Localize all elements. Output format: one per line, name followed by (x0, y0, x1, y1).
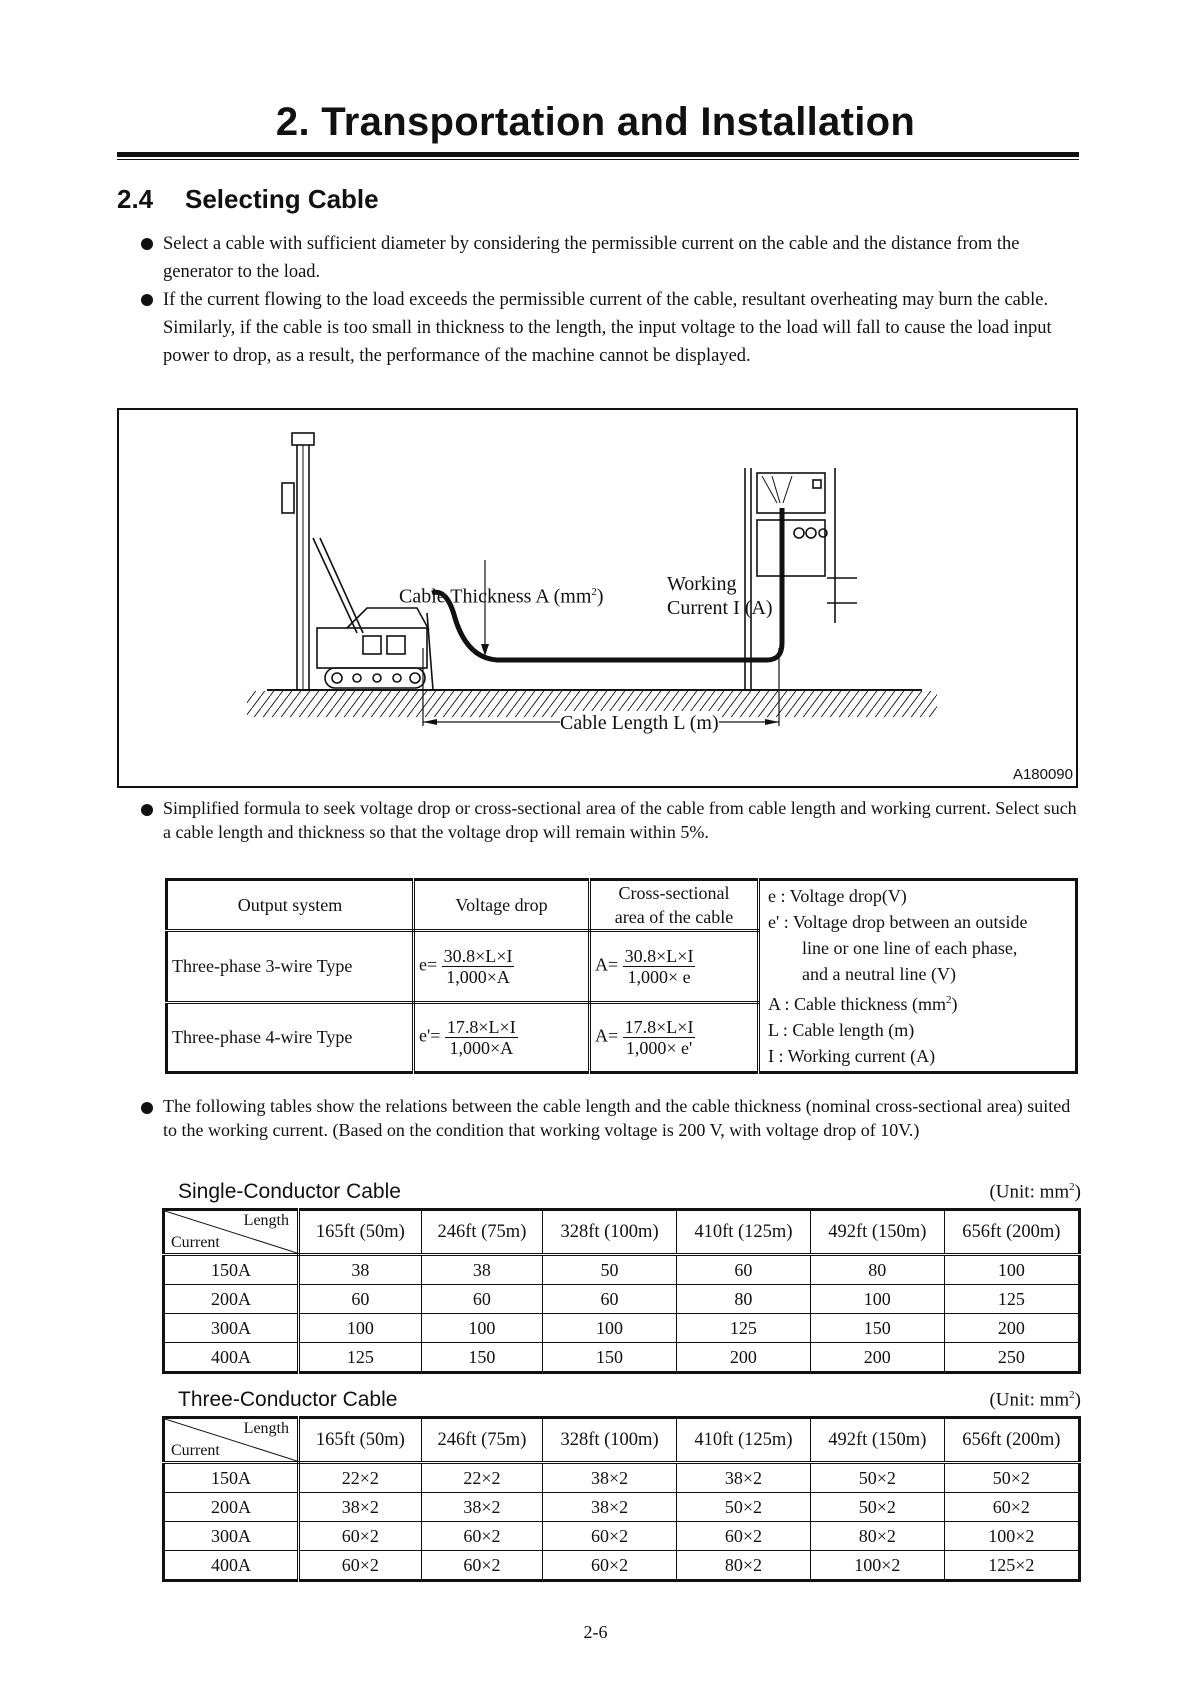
table-cell: 38 (299, 1255, 422, 1285)
page-number: 2-6 (583, 1622, 608, 1642)
table-cell: 250 (944, 1343, 1079, 1373)
table-row (164, 1522, 1080, 1551)
legend-cable-thickness: A : Cable thickness $(mm^2)$ (768, 994, 958, 1014)
single-conductor-caption: Single-Conductor Cable (178, 1180, 401, 1203)
table-row (164, 1493, 1080, 1522)
row-header-current: 200A (164, 1493, 299, 1522)
table-row (164, 1285, 1080, 1314)
bullet-text: If the current flowing to the load exceeds the permissible current of the cable, resultant overheating may burn the cable. Similarly, if the cable is too small in thickness to the length, the input voltage to the load will fall to cause the load input power to drop, as a result, the performance of the machine cannot be displayed. (163, 290, 1052, 366)
column-header: 492ft (150m) (810, 1210, 944, 1255)
column-header: 165ft (50m) (299, 1210, 422, 1255)
table-cell: 22×2 (421, 1463, 542, 1493)
table-cell: 150 (543, 1343, 677, 1373)
header-voltage-drop: Voltage drop (414, 880, 590, 931)
table-cell: 100 (421, 1314, 542, 1343)
table-cell: 60 (421, 1285, 542, 1314)
column-header: 246ft (75m) (421, 1418, 542, 1463)
voltage-drop-formula: e= $\frac{30.8\times L\times I}{1,000\times A}$ (414, 931, 590, 1003)
table-cell: 150 (421, 1343, 542, 1373)
table-cell: 80 (810, 1255, 944, 1285)
table-cell: 60×2 (421, 1522, 542, 1551)
bullet-text: Simplified formula to seek voltage drop or cross-sectional area of the cable from cable length and working current. Select such a cable length and thickness so that the voltage drop will remain within 5%. (163, 798, 1077, 842)
table-row (164, 1255, 1080, 1285)
bullet-text: Select a cable with sufficient diameter by considering the permissible current on the cable and the distance from the generator to the load. (163, 234, 1020, 282)
table-cell: 60 (676, 1255, 810, 1285)
pile-driver-icon (282, 433, 433, 690)
formula-table (165, 878, 1078, 1074)
row-header-current: 400A (164, 1551, 299, 1581)
column-header: 246ft (75m) (421, 1210, 542, 1255)
table-cell: 38×2 (421, 1493, 542, 1522)
table-cell: 100×2 (944, 1522, 1079, 1551)
table-cell: 60×2 (944, 1493, 1079, 1522)
table-row (164, 1551, 1080, 1581)
table-row (164, 1463, 1080, 1493)
title-rule-thin (117, 159, 1079, 160)
table-cell: 100 (299, 1314, 422, 1343)
row-header-current: 200A (164, 1285, 299, 1314)
cable-length-label: Cable Length L (m) (560, 712, 719, 734)
table-cell: 150 (810, 1314, 944, 1343)
three-conductor-caption: Three-Conductor Cable (178, 1388, 398, 1411)
column-header: 410ft (125m) (676, 1418, 810, 1463)
working-current-label: Working Current I (A) (667, 573, 773, 619)
table-row (164, 1314, 1080, 1343)
bullet-item (141, 230, 1081, 286)
bullet-item (141, 1094, 1081, 1142)
table-cell: 100 (543, 1314, 677, 1343)
bullet-icon (141, 238, 153, 250)
corner-header: Length Current (164, 1418, 299, 1463)
column-header: 328ft (100m) (543, 1210, 677, 1255)
row-header-current: 400A (164, 1343, 299, 1373)
table-cell: 50×2 (810, 1463, 944, 1493)
table-cell: 60×2 (299, 1551, 422, 1581)
table-row (164, 1343, 1080, 1373)
area-formula: A= $\frac{17.8\times L\times I}{1,000\times e'}$ (590, 1003, 759, 1073)
table-cell: 100×2 (810, 1551, 944, 1581)
table-cell: 60×2 (676, 1522, 810, 1551)
single-conductor-table (162, 1208, 1081, 1374)
table-cell: 60×2 (543, 1522, 677, 1551)
table-cell: 38×2 (543, 1493, 677, 1522)
bullet-item (141, 286, 1081, 370)
cable-thickness-label: Cable Thickness A $(mm^2)$ (399, 585, 604, 608)
table-cell: 200 (676, 1343, 810, 1373)
section-heading (117, 184, 379, 215)
table-cell: 50×2 (944, 1463, 1079, 1493)
column-header: 656ft (200m) (944, 1210, 1079, 1255)
column-header: 492ft (150m) (810, 1418, 944, 1463)
section-title: Selecting Cable (185, 184, 379, 214)
table-cell: 38×2 (676, 1463, 810, 1493)
bullet-item (141, 796, 1081, 844)
bullet-icon (141, 294, 153, 306)
area-formula: A= $\frac{30.8\times L\times I}{1,000\times e}$ (590, 931, 759, 1003)
table-cell: 100 (810, 1285, 944, 1314)
table-cell: 125 (299, 1343, 422, 1373)
table-cell: 60 (299, 1285, 422, 1314)
table-cell: 60×2 (299, 1522, 422, 1551)
row-header-current: 150A (164, 1463, 299, 1493)
table-cell: 80×2 (676, 1551, 810, 1581)
table-cell: 100 (944, 1255, 1079, 1285)
table-cell: 50×2 (676, 1493, 810, 1522)
bullet-text: The following tables show the relations between the cable length and the cable thickness (nominal cross-sectional area) suited to the working current. (Based on the condition that working voltage is 200 V, with voltage drop of 10V.) (163, 1096, 1071, 1140)
column-header: 328ft (100m) (543, 1418, 677, 1463)
table-cell: 60×2 (543, 1551, 677, 1581)
figure-code: A180090 (1012, 766, 1073, 783)
column-header: 165ft (50m) (299, 1418, 422, 1463)
table-cell: 38×2 (299, 1493, 422, 1522)
output-system-3-wire: Three-phase 3-wire Type (167, 931, 414, 1003)
output-system-4-wire: Three-phase 4-wire Type (167, 1003, 414, 1073)
table-cell: 38 (421, 1255, 542, 1285)
voltage-drop-formula: e'= $\frac{17.8\times L\times I}{1,000\times A}$ (414, 1003, 590, 1073)
column-header: 656ft (200m) (944, 1418, 1079, 1463)
section-number: 2.4 (117, 184, 154, 214)
header-cross-sectional-area: Cross-sectional area of the cable (590, 880, 759, 931)
table-cell: 200 (944, 1314, 1079, 1343)
table-cell: 80×2 (810, 1522, 944, 1551)
column-header: 410ft (125m) (676, 1210, 810, 1255)
header-output-system: Output system (167, 880, 414, 931)
formula-legend: e : Voltage drop(V) e' : Voltage drop between an outside line or one line of each phase, and a neutral line (V) A : Cable thickness $(mm^2)$ L : Cable length (m) I : Working current (A) (759, 880, 1077, 1073)
chapter-title: 2. Transportation and Installation (275, 100, 916, 144)
bullet-icon (141, 804, 153, 816)
table-cell: 125 (676, 1314, 810, 1343)
table-cell: 60×2 (421, 1551, 542, 1581)
row-header-current: 300A (164, 1314, 299, 1343)
three-conductor-table (162, 1416, 1081, 1582)
table-cell: 38×2 (543, 1463, 677, 1493)
table-cell: 125×2 (944, 1551, 1079, 1581)
corner-header: Length Current (164, 1210, 299, 1255)
row-header-current: 300A (164, 1522, 299, 1551)
table-cell: 80 (676, 1285, 810, 1314)
row-header-current: 150A (164, 1255, 299, 1285)
table-cell: 200 (810, 1343, 944, 1373)
table-cell: 22×2 (299, 1463, 422, 1493)
unit-label: (Unit: $mm^2$) (989, 1389, 1081, 1411)
title-rule (117, 152, 1079, 157)
table-cell: 50 (543, 1255, 677, 1285)
unit-label: (Unit: $mm^2$) (989, 1181, 1081, 1203)
table-cell: 60 (543, 1285, 677, 1314)
bullet-icon (141, 1102, 153, 1114)
table-cell: 50×2 (810, 1493, 944, 1522)
table-cell: 125 (944, 1285, 1079, 1314)
